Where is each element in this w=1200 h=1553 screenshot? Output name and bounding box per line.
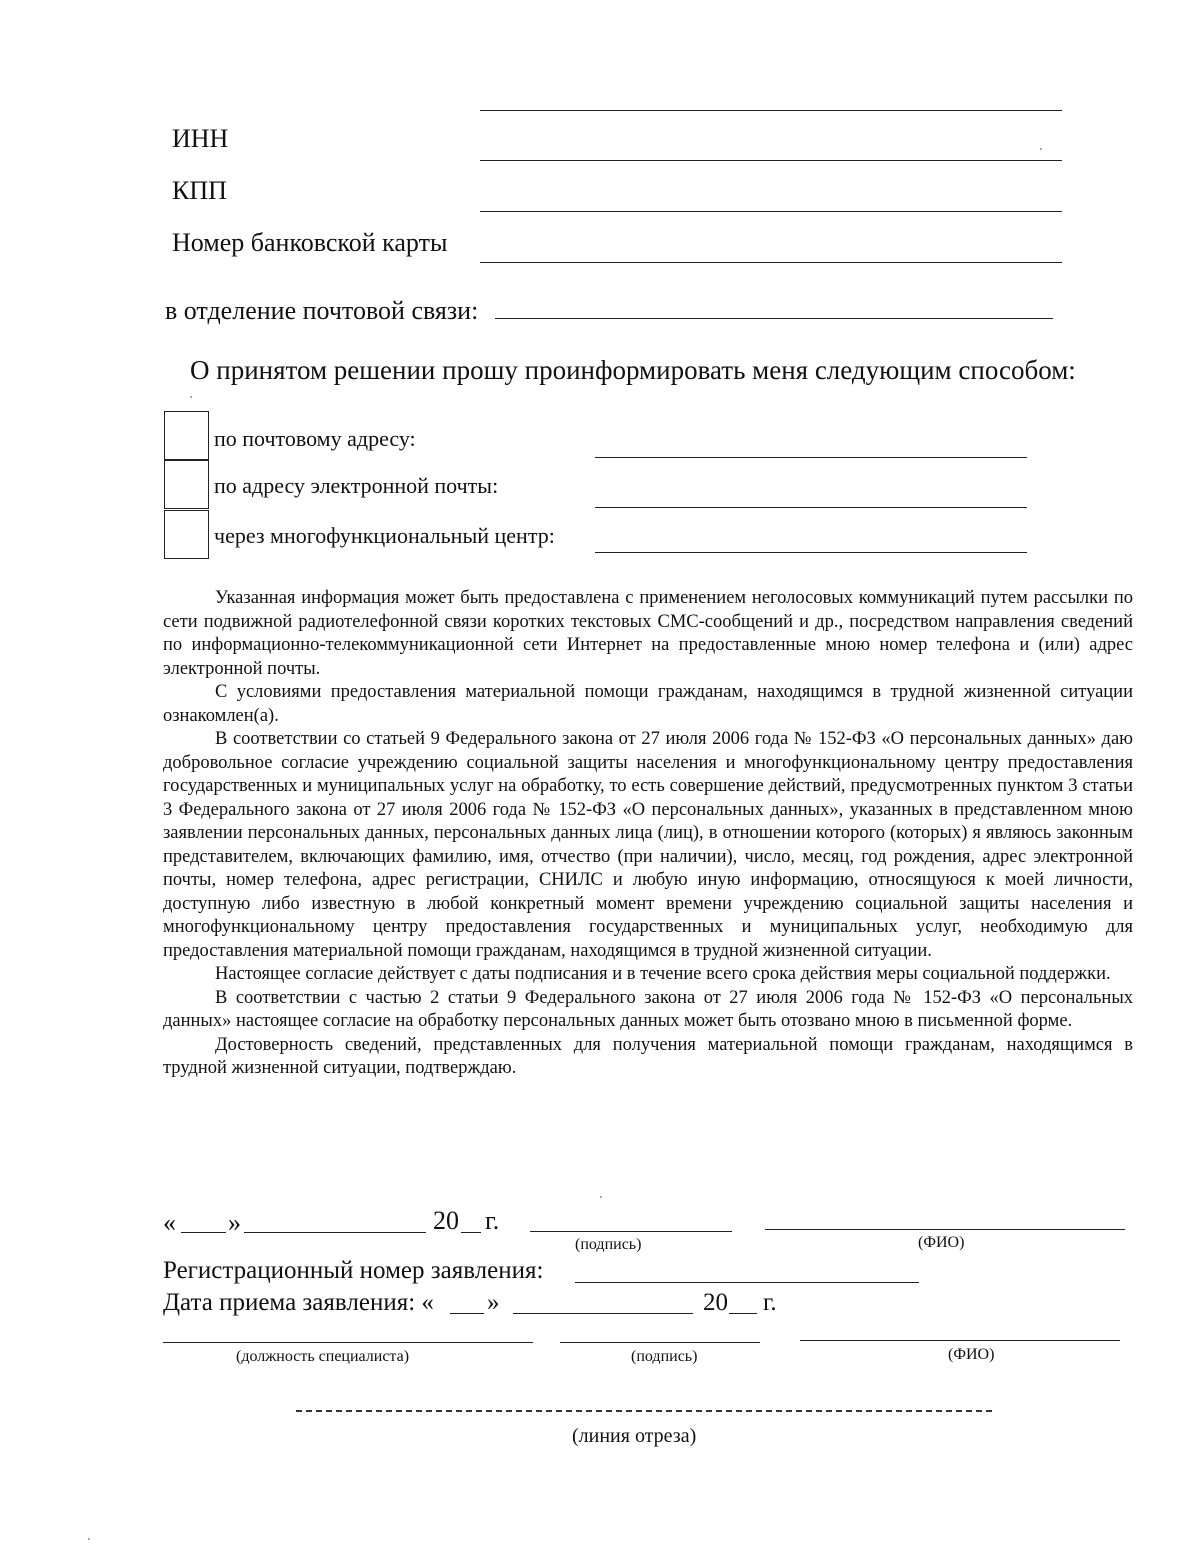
specialist-signature-caption: (подпись) [631,1348,698,1365]
option-postal-address-label: по почтовому адресу: [214,426,416,451]
date-year-suffix: г. [485,1206,500,1235]
scan-speck [190,396,192,398]
post-office-field[interactable] [495,318,1053,319]
notify-heading: О принятом решении прошу проинформировать меня следующим способом: [190,355,1076,385]
date-year-field[interactable] [461,1232,481,1233]
specialist-position-field[interactable] [163,1342,533,1343]
receipt-year-field[interactable] [729,1313,757,1314]
receipt-month-field[interactable] [513,1313,693,1314]
receipt-year-prefix: 20 [703,1289,728,1316]
checkbox-postal-address[interactable] [164,411,209,460]
paragraph-personal-data-consent: В соответствии со статьей 9 Федерального закона от 27 июля 2006 года № 152-ФЗ «О персональных данных» даю добровольное согласие учреждению социальной защиты населения и многофункциональному центру предоставления государственных и муниципальных услуг на обработку, то есть совершение действий, предусмотренных пунктом 3 статьи 3 Федерального закона от 27 июля 2006 года № 152-ФЗ «О персональных данных», указанных в представленном мною заявлении персональных данных, персональных данных лица (лиц), в отношении которого (которых) я являюсь законным представителем, включающих фамилию, имя, отчество (при наличии), число, месяц, год рождения, адрес электронной почты, номер телефона, адрес регистрации, СНИЛС и любую иную информацию, относящуюся к моей личности, доступную либо известную в любой конкретный момент времени учреждению социальной защиты населения и многофункциональному центру предоставления государственных и муниципальных услуг, необходимую для предоставления материальной помощи гражданам, находящимся в трудной жизненной ситуации. [163,729,1133,961]
applicant-fio-caption: (ФИО) [918,1234,965,1251]
option-email-label: по адресу электронной почты: [214,473,499,498]
reg-number-field[interactable] [575,1282,919,1283]
receipt-day-field[interactable] [450,1313,484,1314]
card-number-label: Номер банковской карты [172,228,448,257]
scan-speck [1040,148,1042,150]
date-month-field[interactable] [244,1232,426,1233]
postal-address-field[interactable] [595,457,1027,458]
kpp-field[interactable] [480,211,1062,212]
inn-field[interactable] [480,160,1062,161]
applicant-signature-caption: (подпись) [575,1236,642,1253]
checkbox-email[interactable] [164,460,209,509]
cut-line [296,1410,992,1412]
scan-speck [88,1538,90,1540]
checkbox-mfc[interactable] [164,510,209,559]
scan-speck [600,1196,602,1198]
post-office-label: в отделение почтовой связи: [165,296,479,325]
cut-line-caption: (линия отреза) [572,1425,697,1447]
email-field[interactable] [595,507,1027,508]
date-quote-open: « [163,1208,176,1237]
date-year-prefix: 20 [433,1206,459,1235]
paragraph-notification: Указанная информация может быть предоставлена с применением неголосовых коммуникаций путем рассылки по сети подвижной радиотелефонной связи коротких текстовых СМС-сообщений и др., посредством направления сведений по информационно-телекоммуникационной сети Интернет на предоставленные мною номер телефона и (или) адрес электронной почты. [163,588,1133,679]
receipt-date-label: Дата приема заявления: « [163,1289,434,1316]
specialist-position-caption: (должность специалиста) [236,1348,410,1365]
specialist-fio-caption: (ФИО) [948,1346,995,1363]
option-mfc-label: через многофункциональный центр: [214,523,555,548]
applicant-signature-field[interactable] [530,1231,732,1232]
inn-label: ИНН [172,124,229,153]
specialist-fio-field[interactable] [800,1340,1120,1341]
top-blank-line[interactable] [480,110,1062,111]
reg-number-label: Регистрационный номер заявления: [163,1257,544,1284]
paragraph-acknowledged: С условиями предоставления материальной помощи гражданам, находящимся в трудной жизненной ситуации ознакомлен(а). [163,682,1133,726]
receipt-date-close: » [487,1289,500,1316]
receipt-year-suffix: г. [763,1289,777,1316]
date-quote-close: » [228,1208,241,1237]
date-day-field[interactable] [181,1232,226,1233]
card-number-field[interactable] [480,262,1062,263]
specialist-signature-field[interactable] [560,1342,760,1343]
consent-text [163,587,1133,1081]
paragraph-consent-revocation: В соответствии с частью 2 статьи 9 Федерального закона от 27 июля 2006 года № 152-ФЗ «О персональных данных» настоящее согласие на обработку персональных данных может быть отозвано мною в письменной форме. [163,987,1133,1031]
mfc-field[interactable] [595,552,1027,553]
kpp-label: КПП [172,176,227,205]
paragraph-consent-duration: Настоящее согласие действует с даты подписания и в течение всего срока действия меры социальной поддержки. [215,964,1111,984]
paragraph-accuracy: Достоверность сведений, представленных для получения материальной помощи гражданам, находящимся в трудной жизненной ситуации, подтверждаю. [163,1034,1133,1078]
applicant-fio-field[interactable] [765,1229,1125,1230]
